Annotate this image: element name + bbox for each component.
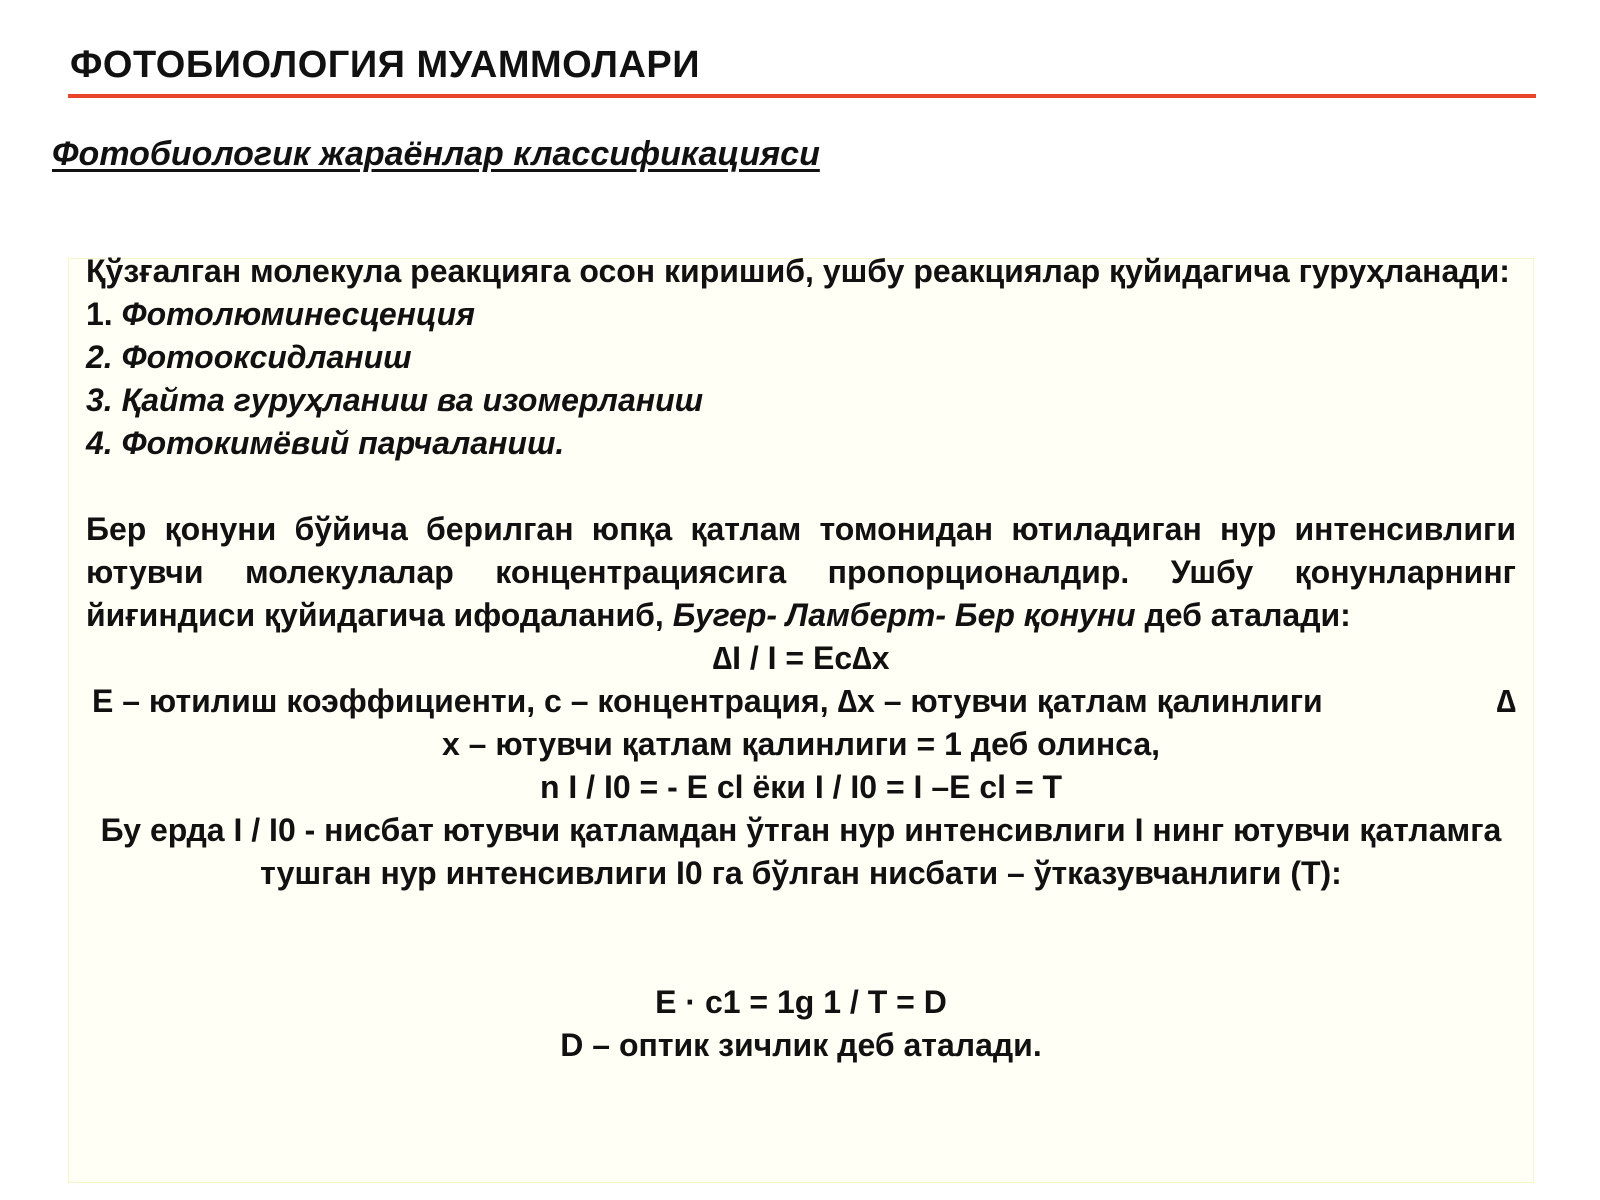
formula-differential: ∆I / I = Ec∆x	[712, 640, 890, 676]
intro-paragraph: Қўзғалган молекула реакцияга осон киришиб, ушбу реакциялар қуйидагича гуруҳланади:	[86, 253, 1510, 289]
definition-line-1-text: E – ютилиш коэффициенти, c – концентрация, ∆x – ютувчи қатлам қалинлиги	[92, 683, 1323, 719]
list-item-1	[86, 293, 1516, 336]
delta-symbol: ∆	[1496, 683, 1516, 719]
formula-integral: n I / I0 = - E cl ёки I / I0 = I –E cl = T	[539, 769, 1063, 805]
law-paragraph	[86, 508, 1516, 637]
list-item-3: 3. Қайта гуруҳланиш ва изомерланиш	[86, 382, 704, 418]
list-item-1-number: 1.	[86, 296, 113, 332]
transmittance-paragraph: Бу ерда I / I0 - нисбат ютувчи қатламдан ўтган нур интенсивлиги I нинг ютувчи қатламга тушган нур интенсивлиги I0 га бўлган нисбати – ўтказувчанлиги (T):	[100, 812, 1502, 891]
list-item-2: 2. Фотооксидланиш	[86, 339, 412, 375]
law-name: Бугер- Ламберт- Бер қонуни	[672, 597, 1136, 633]
law-paragraph-tail: деб аталади:	[1144, 597, 1351, 633]
slide-title: ФОТОБИОЛОГИЯ МУАММОЛАРИ	[70, 44, 701, 86]
slide-subtitle: Фотобиологик жараёнлар классификацияси	[52, 135, 820, 173]
formula-optical-density: E · c1 = 1g 1 / T = D	[655, 984, 947, 1020]
list-item-4: 4. Фотокимёвий парчаланиш.	[86, 425, 565, 461]
definition-line-2: x – ютувчи қатлам қалинлиги = 1 деб олинса,	[441, 726, 1161, 762]
list-item-1-text: Фотолюминесценция	[121, 296, 476, 332]
title-underline-rule	[68, 94, 1536, 98]
definition-line-1	[86, 680, 1516, 723]
optical-density-caption: D – оптик зичлик деб аталади.	[560, 1027, 1042, 1063]
slide-content	[86, 250, 1516, 1067]
law-paragraph-text: Бер қонуни бўйича берилган юпқа қатлам томонидан ютиладиган нур интенсивлиги ютувчи молекулалар концентрациясига пропорционалдир. Ушбу қонунларнинг йиғиндиси қуйидагича ифодаланиб,	[86, 511, 1516, 633]
